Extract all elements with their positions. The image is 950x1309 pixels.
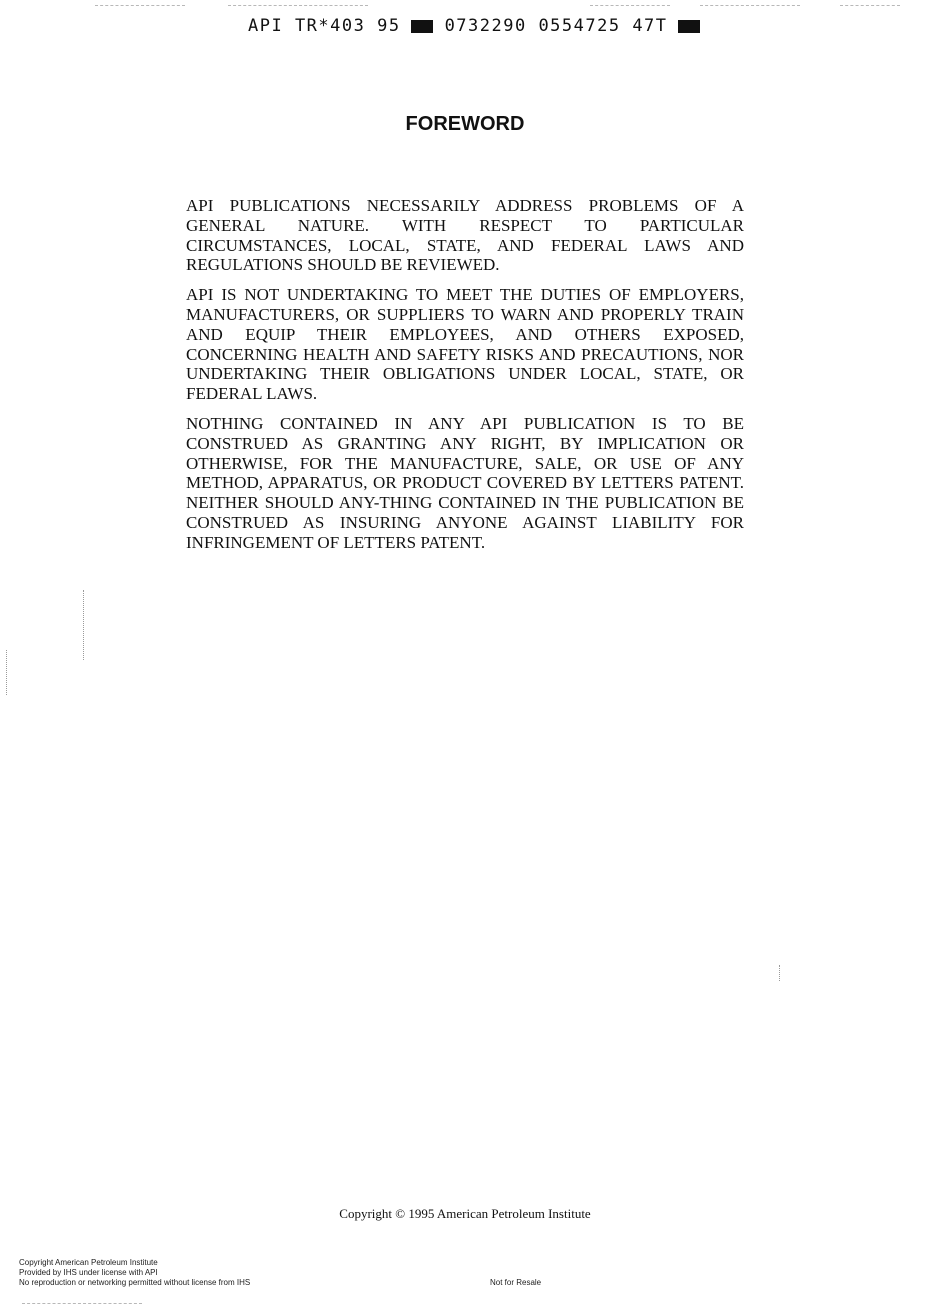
scan-line — [22, 1303, 142, 1304]
page-title: FOREWORD — [405, 113, 525, 135]
paragraph: NOTHING CONTAINED IN ANY API PUBLICATION IS TO BE CONSTRUED AS GRANTING ANY RIGHT, BY IMPLICATION OR OTHERWISE, FOR THE MANUFACTURE, SALE, OR USE OF ANY METHOD, APPARATUS, OR PRODUCT COVERED BY LETTERS PATENT. NEITHER SHOULD ANY-THING CONTAINED IN THE PUBLICATION BE CONSTRUED AS INSURING ANYONE AGAINST LIABILITY FOR INFRINGEMENT OF LETTERS PATENT. — [186, 413, 744, 552]
catalog-number: 0732290 0554725 47T — [444, 16, 668, 36]
scan-line — [590, 5, 670, 6]
license-footer — [19, 1258, 250, 1288]
foreword-body — [186, 196, 744, 563]
footer-line: No reproduction or networking permitted without license from IHS — [19, 1278, 251, 1287]
scan-line — [228, 5, 368, 6]
document-id-code: API TR*403 95 — [248, 16, 401, 36]
scan-line — [95, 5, 185, 6]
paragraph: API PUBLICATIONS NECESSARILY ADDRESS PROBLEMS OF A GENERAL NATURE. WITH RESPECT TO PARTICULAR CIRCUMSTANCES, LOCAL, STATE, AND FEDERAL LAWS AND REGULATIONS SHOULD BE REVIEWED. — [186, 196, 744, 275]
footer-line: Copyright American Petroleum Institute — [19, 1258, 158, 1267]
document-id-header — [248, 14, 718, 38]
copyright-notice: Copyright © 1995 American Petroleum Institute — [339, 1206, 591, 1221]
scan-line — [840, 5, 900, 6]
not-for-resale-label: Not for Resale — [490, 1278, 542, 1287]
paragraph: API IS NOT UNDERTAKING TO MEET THE DUTIES OF EMPLOYERS, MANUFACTURERS, OR SUPPLIERS TO WARN AND PROPERLY TRAIN AND EQUIP THEIR EMPLOYEES, AND OTHERS EXPOSED, CONCERNING HEALTH AND SAFETY RISKS AND PRECAUTIONS, NOR UNDERTAKING THEIR OBLIGATIONS UNDER LOCAL, STATE, OR FEDERAL LAWS. — [186, 285, 744, 404]
scan-artifact — [83, 590, 84, 660]
redaction-block — [678, 20, 700, 33]
footer-line: Provided by IHS under license with API — [19, 1268, 158, 1277]
scan-line — [700, 5, 800, 6]
scan-artifact — [779, 965, 780, 981]
redaction-block — [411, 20, 433, 33]
scan-artifact — [6, 650, 7, 695]
